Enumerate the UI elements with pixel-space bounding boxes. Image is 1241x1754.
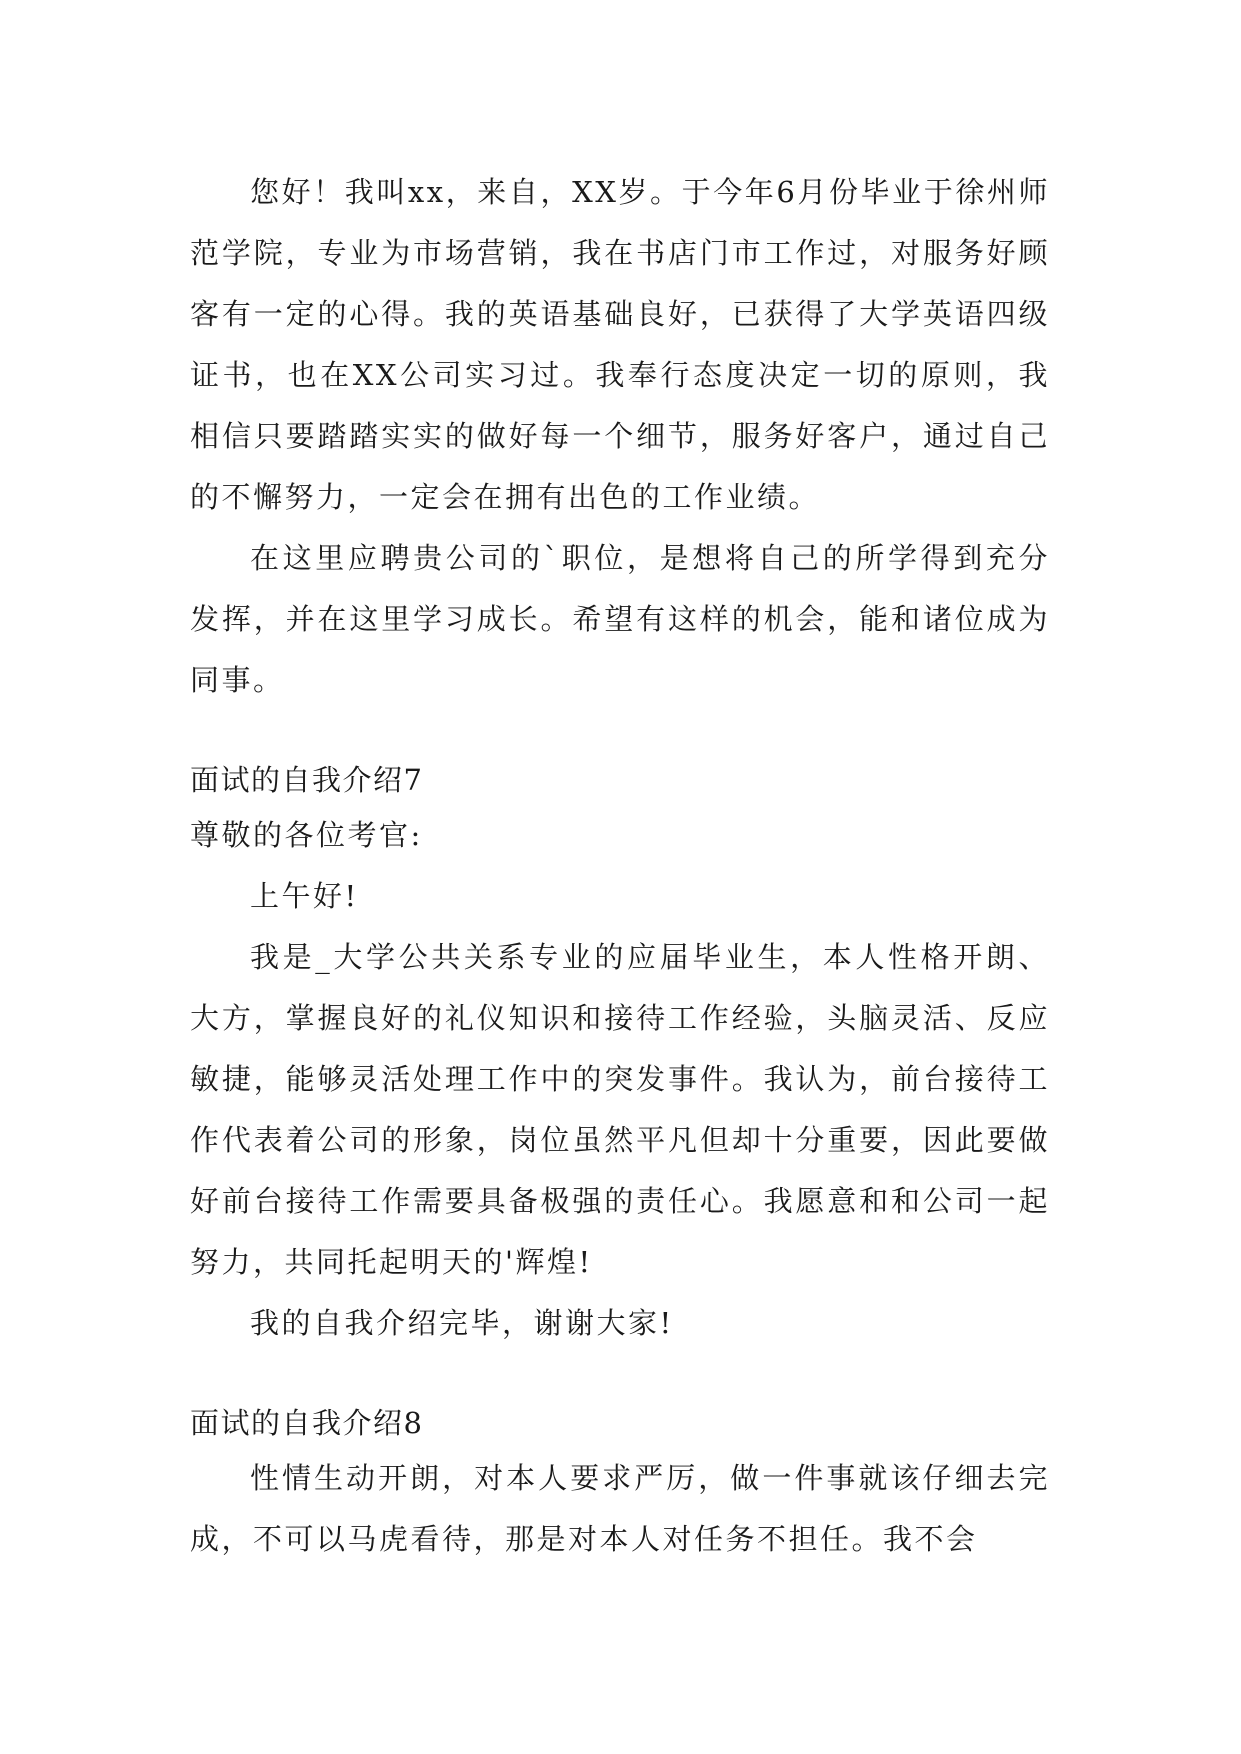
section-gap xyxy=(190,711,1050,755)
section-title-8: 面试的自我介绍8 xyxy=(190,1406,424,1440)
closing-line: 我的自我介绍完毕，谢谢大家! xyxy=(250,1306,674,1340)
section-gap xyxy=(190,1354,1050,1398)
paragraph-intro-8: 性情生动开朗，对本人要求严厉，做一件事就该仔细去完成，不可以马虎看待，那是对本人对任务不担任。我不会 xyxy=(190,1461,1050,1556)
paragraph-intro-6a: 您好！我叫xx，来自，XX岁。于今年6月份毕业于徐州师范学院，专业为市场营销，我在书店门市工作过，对服务好顾客有一定的心得。我的英语基础良好，已获得了大学英语四级证书，也在XX公司实习过。我奉行态度决定一切的原则，我相信只要踏踏实实的做好每一个细节，服务好客户，通过自己的不懈努力，一定会在拥有出色的工作业绩。 xyxy=(190,175,1050,514)
paragraph-intro-6b: 在这里应聘贵公司的`职位，是想将自己的所学得到充分发挥，并在这里学习成长。希望有这样的机会，能和诸位成为同事。 xyxy=(190,541,1050,697)
document-body xyxy=(190,162,1050,1570)
section-title-7: 面试的自我介绍7 xyxy=(190,763,424,797)
salutation: 尊敬的各位考官: xyxy=(190,818,423,852)
greeting: 上午好! xyxy=(250,879,359,913)
paragraph-intro-7: 我是_大学公共关系专业的应届毕业生，本人性格开朗、大方，掌握良好的礼仪知识和接待工作经验，头脑灵活、反应敏捷，能够灵活处理工作中的突发事件。我认为，前台接待工作代表着公司的形象，岗位虽然平凡但却十分重要，因此要做好前台接待工作需要具备极强的责任心。我愿意和和公司一起努力，共同托起明天的'辉煌! xyxy=(190,940,1050,1279)
